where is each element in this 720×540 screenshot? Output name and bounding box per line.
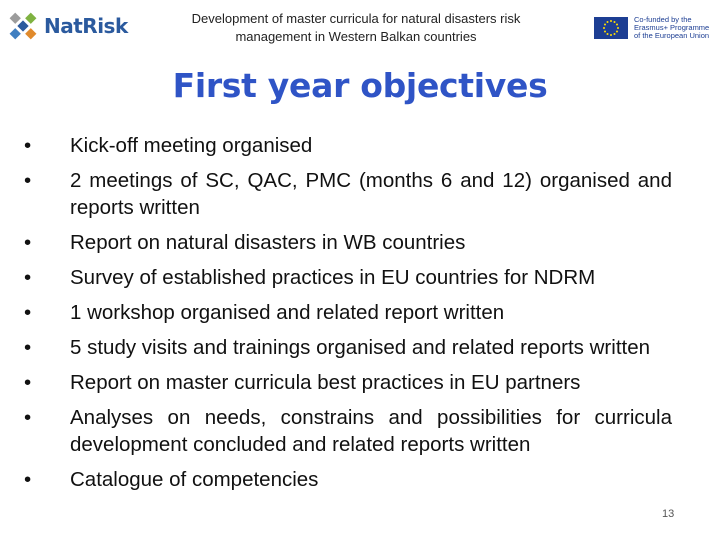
bullet-icon: •: [24, 371, 32, 394]
list-item: [24, 334, 672, 361]
bullet-icon: •: [24, 266, 32, 289]
list-item: [24, 299, 672, 326]
bullet-icon: •: [24, 468, 32, 491]
bullet-icon: •: [24, 134, 32, 157]
bullet-icon: •: [24, 406, 32, 429]
list-item-text: 1 workshop organised and related report written: [70, 301, 505, 324]
header-title: Development of master curricula for natural disasters risk management in Western Balkan countries: [191, 11, 521, 44]
eu-line: Co-funded by the: [634, 14, 692, 24]
bullet-icon: •: [24, 169, 32, 192]
bullet-icon: •: [24, 231, 32, 254]
objectives-list: [24, 132, 672, 501]
list-item-text: Catalogue of competencies: [70, 468, 319, 491]
natrisk-logo: [4, 6, 128, 46]
eu-line: Erasmus+ Programme: [634, 22, 710, 32]
list-item-text: Analyses on needs, constrains and possibilities for curricula development concluded and related reports written: [70, 406, 672, 456]
list-item: [24, 404, 672, 458]
list-item-text: 2 meetings of SC, QAC, PMC (months 6 and 12) organised and reports written: [70, 169, 672, 219]
eu-funding-text: [634, 16, 709, 41]
list-item: [24, 167, 672, 221]
list-item: [24, 132, 672, 159]
list-item: [24, 369, 672, 396]
eu-line: of the European Union: [634, 31, 710, 41]
eu-funding-badge: [594, 16, 716, 40]
list-item-text: Survey of established practices in EU countries for NDRM: [70, 266, 596, 289]
list-item: [24, 466, 672, 493]
natrisk-logo-icon: [4, 7, 42, 45]
list-item-text: Report on natural disasters in WB countries: [70, 231, 466, 254]
bullet-icon: •: [24, 336, 32, 359]
slide-title: First year objectives: [172, 66, 548, 105]
list-item-text: Kick-off meeting organised: [70, 134, 313, 157]
logo-text: NatRisk: [44, 14, 128, 38]
list-item: [24, 229, 672, 256]
list-item: [24, 264, 672, 291]
bullet-icon: •: [24, 301, 32, 324]
list-item-text: 5 study visits and trainings organised and related reports written: [70, 336, 651, 359]
page-number: 13: [662, 508, 675, 520]
list-item-text: Report on master curricula best practices in EU partners: [70, 371, 581, 394]
eu-flag-icon: [594, 17, 628, 39]
